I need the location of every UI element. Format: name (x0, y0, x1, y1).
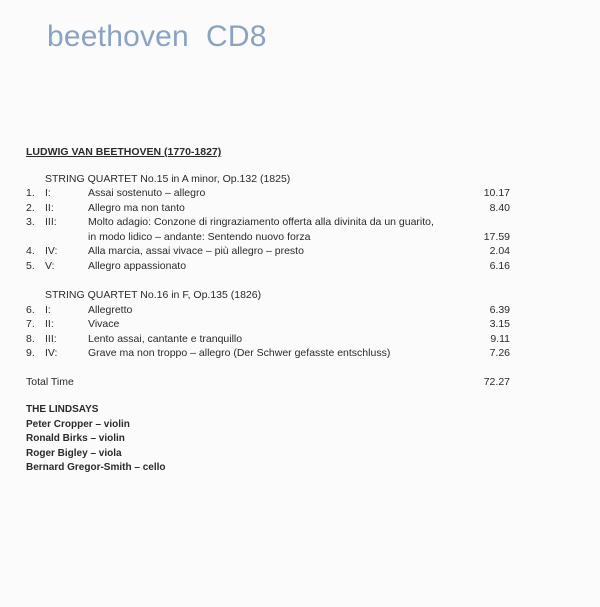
total-time-value: 72.27 (483, 376, 510, 388)
ensemble-name: THE LINDSAYS (26, 404, 99, 415)
track-number: 8. (26, 333, 35, 345)
track-row (0, 304, 600, 318)
track-number: 1. (26, 187, 35, 199)
movement-number: II: (45, 318, 54, 330)
track-number: 2. (26, 202, 35, 214)
track-row (0, 318, 600, 332)
track-duration: 8.40 (489, 202, 510, 214)
work-heading: STRING QUARTET No.16 in F, Op.135 (1826) (45, 289, 262, 301)
composer-heading: LUDWIG VAN BEETHOVEN (1770-1827) (26, 146, 222, 158)
movement-number: II: (45, 202, 54, 214)
track-duration: 2.04 (489, 245, 510, 257)
track-duration: 6.16 (489, 260, 510, 272)
track-number: 7. (26, 318, 35, 330)
track-number: 3. (26, 216, 35, 228)
performer: Peter Cropper – violin (26, 419, 130, 430)
total-time-label: Total Time (26, 376, 74, 388)
track-title: Alla marcia, assai vivace – più allegro – presto (88, 245, 304, 257)
track-row (0, 216, 600, 230)
performer: Ronald Birks – violin (26, 433, 125, 444)
track-title: Allegro ma non tanto (88, 202, 185, 214)
track-number: 6. (26, 304, 35, 316)
performer: Roger Bigley – viola (26, 448, 122, 459)
movement-number: V: (45, 260, 55, 272)
album-title: beethoven CD8 (47, 20, 267, 53)
work-heading: STRING QUARTET No.15 in A minor, Op.132 (1825) (45, 173, 291, 185)
track-title: Vivace (88, 318, 120, 330)
track-row (0, 260, 600, 274)
track-row (0, 245, 600, 259)
performer: Bernard Gregor-Smith – cello (26, 462, 166, 473)
track-row (0, 333, 600, 347)
track-duration: 3.15 (489, 318, 510, 330)
movement-number: IV: (45, 245, 58, 257)
track-title: Assai sostenuto – allegro (88, 187, 206, 199)
movement-number: III: (45, 333, 57, 345)
track-title: Allegro appassionato (88, 260, 187, 272)
track-row (0, 187, 600, 201)
track-duration: 7.26 (489, 347, 510, 359)
track-row (0, 202, 600, 216)
track-number: 5. (26, 260, 35, 272)
movement-number: I: (45, 187, 51, 199)
track-number: 4. (26, 245, 35, 257)
track-title: Molto adagio: Conzone di ringraziamento offerta alla divinita da un guarito, (88, 216, 434, 228)
track-title: Grave ma non troppo – allegro (Der Schwer gefasste entschluss) (88, 347, 391, 359)
track-number: 9. (26, 347, 35, 359)
track-row (0, 347, 600, 361)
track-duration: 10.17 (483, 187, 510, 199)
track-duration: 17.59 (483, 231, 510, 243)
movement-number: I: (45, 304, 51, 316)
track-row-continued (0, 231, 600, 245)
movement-number: III: (45, 216, 57, 228)
track-duration: 9.11 (490, 333, 510, 345)
track-title: Allegretto (88, 304, 133, 316)
movement-number: IV: (45, 347, 58, 359)
track-duration: 6.39 (489, 304, 510, 316)
track-title-continued: in modo lidico – andante: Sentendo nuovo forza (88, 231, 311, 243)
track-title: Lento assai, cantante e tranquillo (88, 333, 243, 345)
